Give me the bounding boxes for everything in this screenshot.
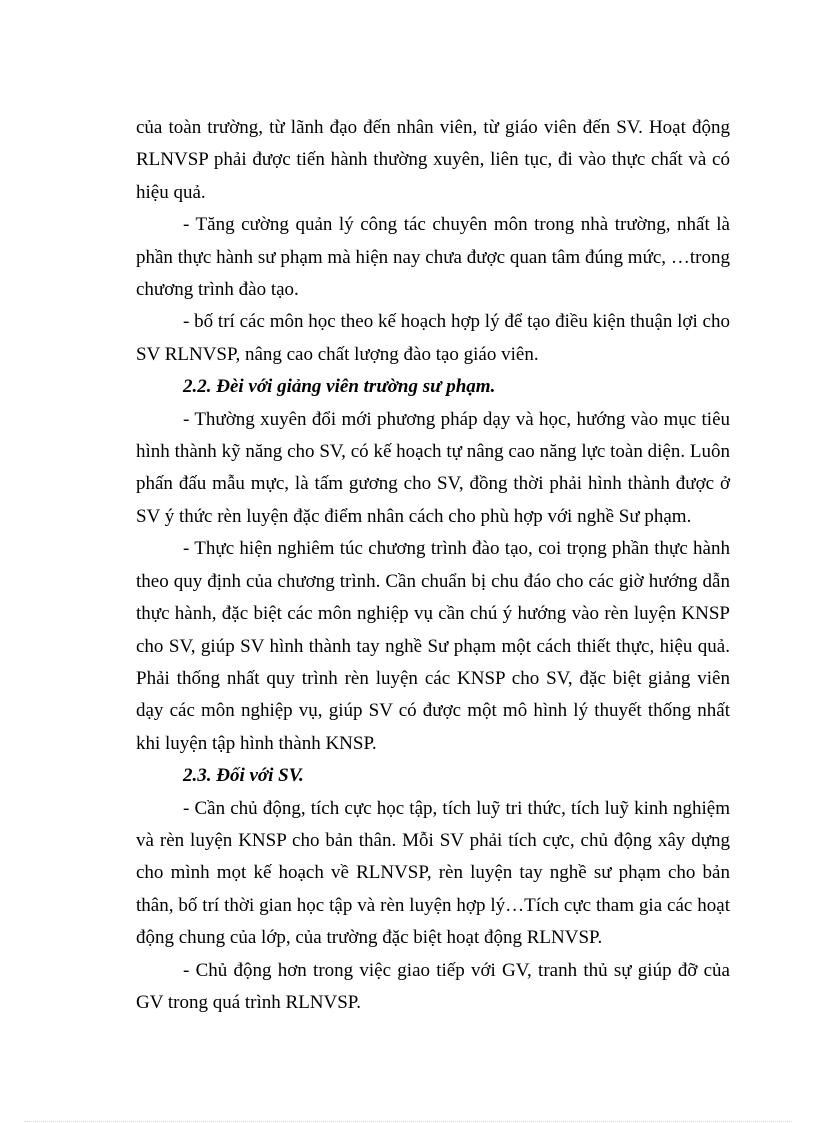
section-heading-students: 2.3. Đối với SV. — [183, 765, 304, 787]
paragraph-training-program: - Thực hiện nghiêm túc chương trình đào tạo, coi trọng phần thực hành theo quy định của chương trình. Cần chuẩn bị chu đáo cho các giờ hướng dẫn thực hành, đặc biệt các môn nghiệp vụ cần chú ý hướng vào rèn luyện KNSP cho SV, giúp SV hình thành tay nghề Sư phạm một cách thiết thực, hiệu quả. Phải thống nhất quy trình rèn luyện các KNSP cho SV, đặc biệt giảng viên dạy các môn nghiệp vụ, giúp SV có được một mô hình lý thuyết thống nhất khi luyện tập hình thành KNSP. — [136, 538, 730, 754]
paragraph-student-initiative: - Cần chủ động, tích cực học tập, tích luỹ tri thức, tích luỹ kinh nghiệm và rèn luyện KNSP cho bản thân. Mỗi SV phải tích cực, chủ động xây dựng cho mình mọt kế hoạch về RLNVSP, rèn luyện tay nghề sư phạm cho bản thân, bố trí thời gian học tập và rèn luyện hợp lý…Tích cực tham gia các hoạt động chung của lớp, của trường đặc biệt hoạt động RLNVSP. — [136, 797, 730, 949]
paragraph-subjects: - bố trí các môn học theo kế hoạch hợp lý để tạo điều kiện thuận lợi cho SV RLNVSP, nâng cao chất lượng đào tạo giáo viên. — [136, 311, 730, 365]
document-body — [136, 112, 730, 1019]
paragraph-management: - Tăng cường quản lý công tác chuyên môn trong nhà trường, nhất là phần thực hành sư phạm mà hiện nay chưa được quan tâm đúng mức, …trong chương trình đào tạo. — [136, 214, 730, 301]
paragraph-communication: - Chủ động hơn trong việc giao tiếp với GV, tranh thủ sự giúp đỡ của GV trong quá trình RLNVSP. — [136, 959, 730, 1013]
paragraph-intro: của toàn trường, từ lãnh đạo đến nhân viên, từ giáo viên đến SV. Hoạt động RLNVSP phải được tiến hành thường xuyên, liên tục, đi vào thực chất và có hiệu quả. — [136, 117, 730, 203]
section-heading-lecturers: 2.2. Đèi với giảng viên trường sư phạm. — [183, 376, 496, 398]
page-bottom-rule — [24, 1121, 792, 1122]
paragraph-teaching-methods: - Thường xuyên đổi mới phương pháp dạy và học, hướng vào mục tiêu hình thành kỹ năng cho SV, có kế hoạch tự nâng cao năng lực toàn diện. Luôn phấn đấu mẫu mực, là tấm gương cho SV, đồng thời phải hình thành được ở SV ý thức rèn luyện đặc điểm nhân cách cho phù hợp với nghề Sư phạm. — [136, 408, 730, 527]
